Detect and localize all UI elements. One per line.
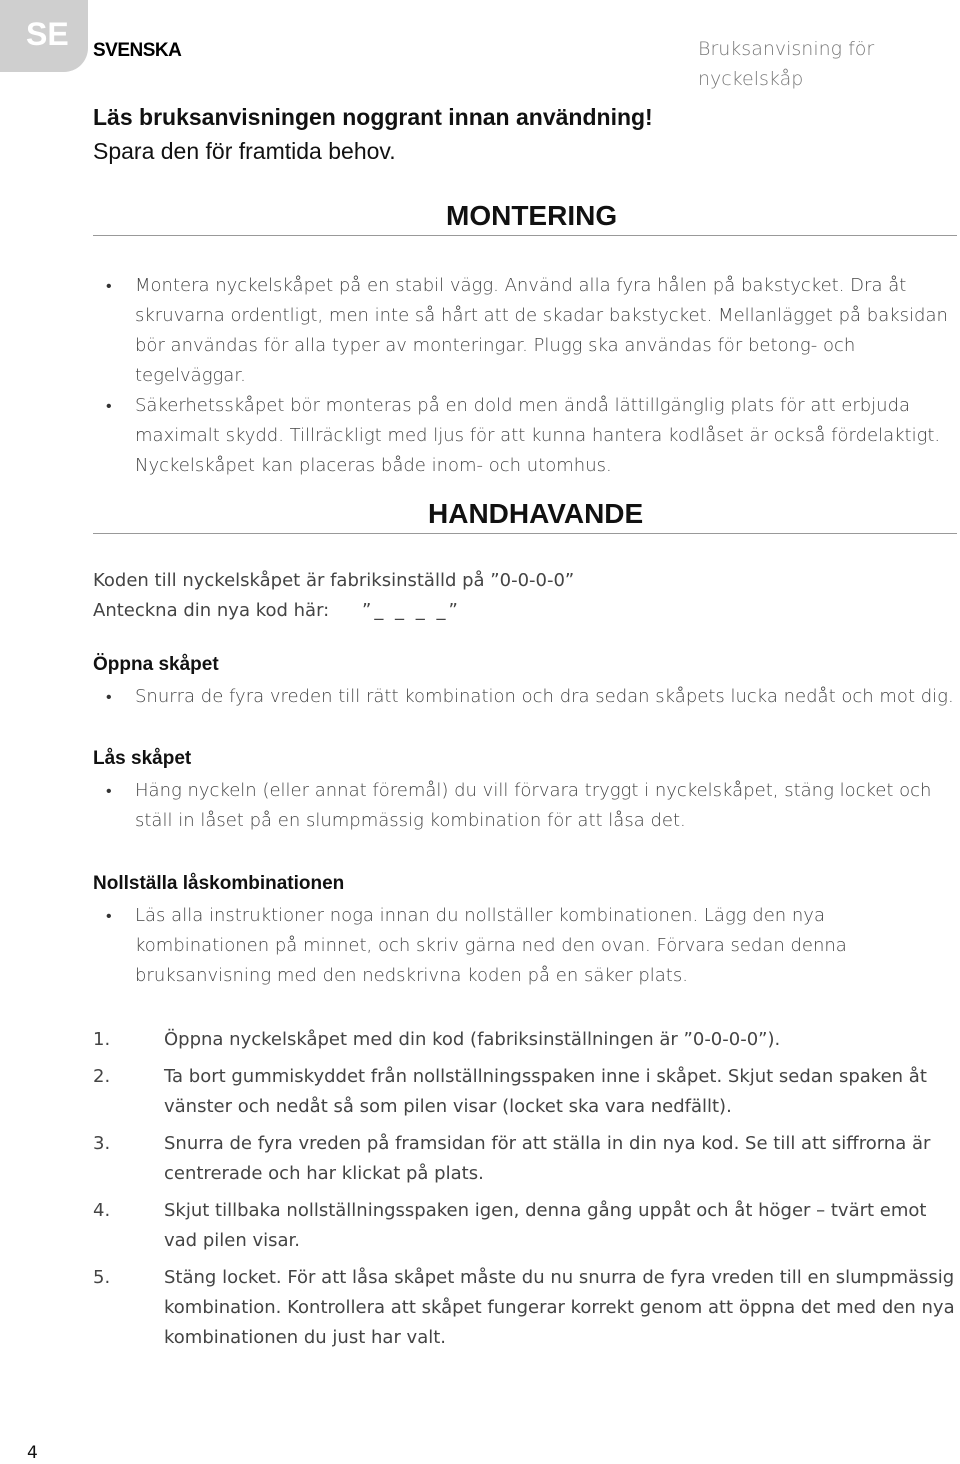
list-item: • Säkerhetsskåpet bör monteras på en dold men ändå lättillgänglig plats för att erbjuda maximalt skydd. Tillräckligt med ljus för att kunna hantera kodlåset är också fördelaktigt. Nyckelskåpet kan placeras både inom- och utomhus. xyxy=(93,391,959,481)
open-list xyxy=(93,682,959,712)
step-text: Snurra de fyra vreden på framsidan för att ställa in din nya kod. Se till att siffrorna är centrerade och har klickat på plats. xyxy=(164,1133,931,1184)
section-title-handhavande: HANDHAVANDE xyxy=(428,498,644,529)
montering-list xyxy=(93,271,959,481)
intro-warning: Läs bruksanvisningen noggrant innan användning! xyxy=(93,104,653,130)
lock-list xyxy=(93,776,959,836)
section-divider xyxy=(93,533,957,534)
step-text: Ta bort gummiskyddet från nollställningsspaken inne i skåpet. Skjut sedan spaken åt vänster och nedåt så som pilen visar (locket ska vara nedfällt). xyxy=(164,1066,927,1117)
language-name: SVENSKA xyxy=(93,40,182,61)
list-item: • Montera nyckelskåpet på en stabil vägg. Använd alla fyra hålen på bakstycket. Dra åt skruvarna ordentligt, men inte så hårt att de skadar bakstycket. Mellanlägget på baksidan bör användas för alla typer av monteringar. Plugg ska användas för betong- och tegelväggar. xyxy=(93,271,959,391)
intro-keep-note: Spara den för framtida behov. xyxy=(93,138,396,164)
factory-code-text: Koden till nyckelskåpet är fabriksinställd på ”0-0-0-0” xyxy=(93,570,575,591)
step-number: 5. xyxy=(93,1267,111,1288)
step-number: 4. xyxy=(93,1200,111,1221)
step-text: Skjut tillbaka nollställningsspaken igen, denna gång uppåt och åt höger – tvärt emot vad pilen visar. xyxy=(164,1200,927,1251)
step-number: 2. xyxy=(93,1066,111,1087)
step-item xyxy=(93,1129,959,1189)
step-item xyxy=(93,1263,959,1353)
code-note-blank: ”_ _ _ _” xyxy=(362,600,461,621)
section-title-montering: MONTERING xyxy=(446,200,618,231)
document-title: Bruksanvisning för nyckelskåp xyxy=(698,38,875,90)
heading-lock: Lås skåpet xyxy=(93,748,192,769)
step-text: Stäng locket. För att låsa skåpet måste du nu snurra de fyra vreden till en slumpmässig kombination. Kontrollera att skåpet fungerar korrekt genom att öppna det med den nya kombinationen du just har valt. xyxy=(164,1267,955,1348)
step-item xyxy=(93,1025,959,1055)
heading-reset: Nollställa låskombinationen xyxy=(93,873,345,894)
step-item xyxy=(93,1196,959,1256)
reset-list xyxy=(93,901,959,991)
list-item: • Häng nyckeln (eller annat föremål) du vill förvara tryggt i nyckelskåpet, stäng locket och ställ in låset på en slumpmässig kombination för att låsa det. xyxy=(93,776,959,836)
step-number: 1. xyxy=(93,1029,111,1050)
code-note-label: Anteckna din nya kod här: xyxy=(93,600,330,621)
section-divider xyxy=(93,235,957,236)
list-item: • Läs alla instruktioner noga innan du nollställer kombinationen. Lägg den nya kombinationen på minnet, och skriv gärna ned den ovan. Förvara sedan denna bruksanvisning med den nedskrivna koden på en säker plats. xyxy=(93,901,959,991)
list-item: • Snurra de fyra vreden till rätt kombination och dra sedan skåpets lucka nedåt och mot dig. xyxy=(93,682,959,712)
step-number: 3. xyxy=(93,1133,111,1154)
language-code: SE xyxy=(26,16,69,52)
step-item xyxy=(93,1062,959,1122)
step-text: Öppna nyckelskåpet med din kod (fabriksinställningen är ”0-0-0-0”). xyxy=(164,1029,781,1050)
reset-steps xyxy=(93,1025,959,1360)
page-number: 4 xyxy=(27,1443,38,1463)
heading-open: Öppna skåpet xyxy=(93,654,219,675)
